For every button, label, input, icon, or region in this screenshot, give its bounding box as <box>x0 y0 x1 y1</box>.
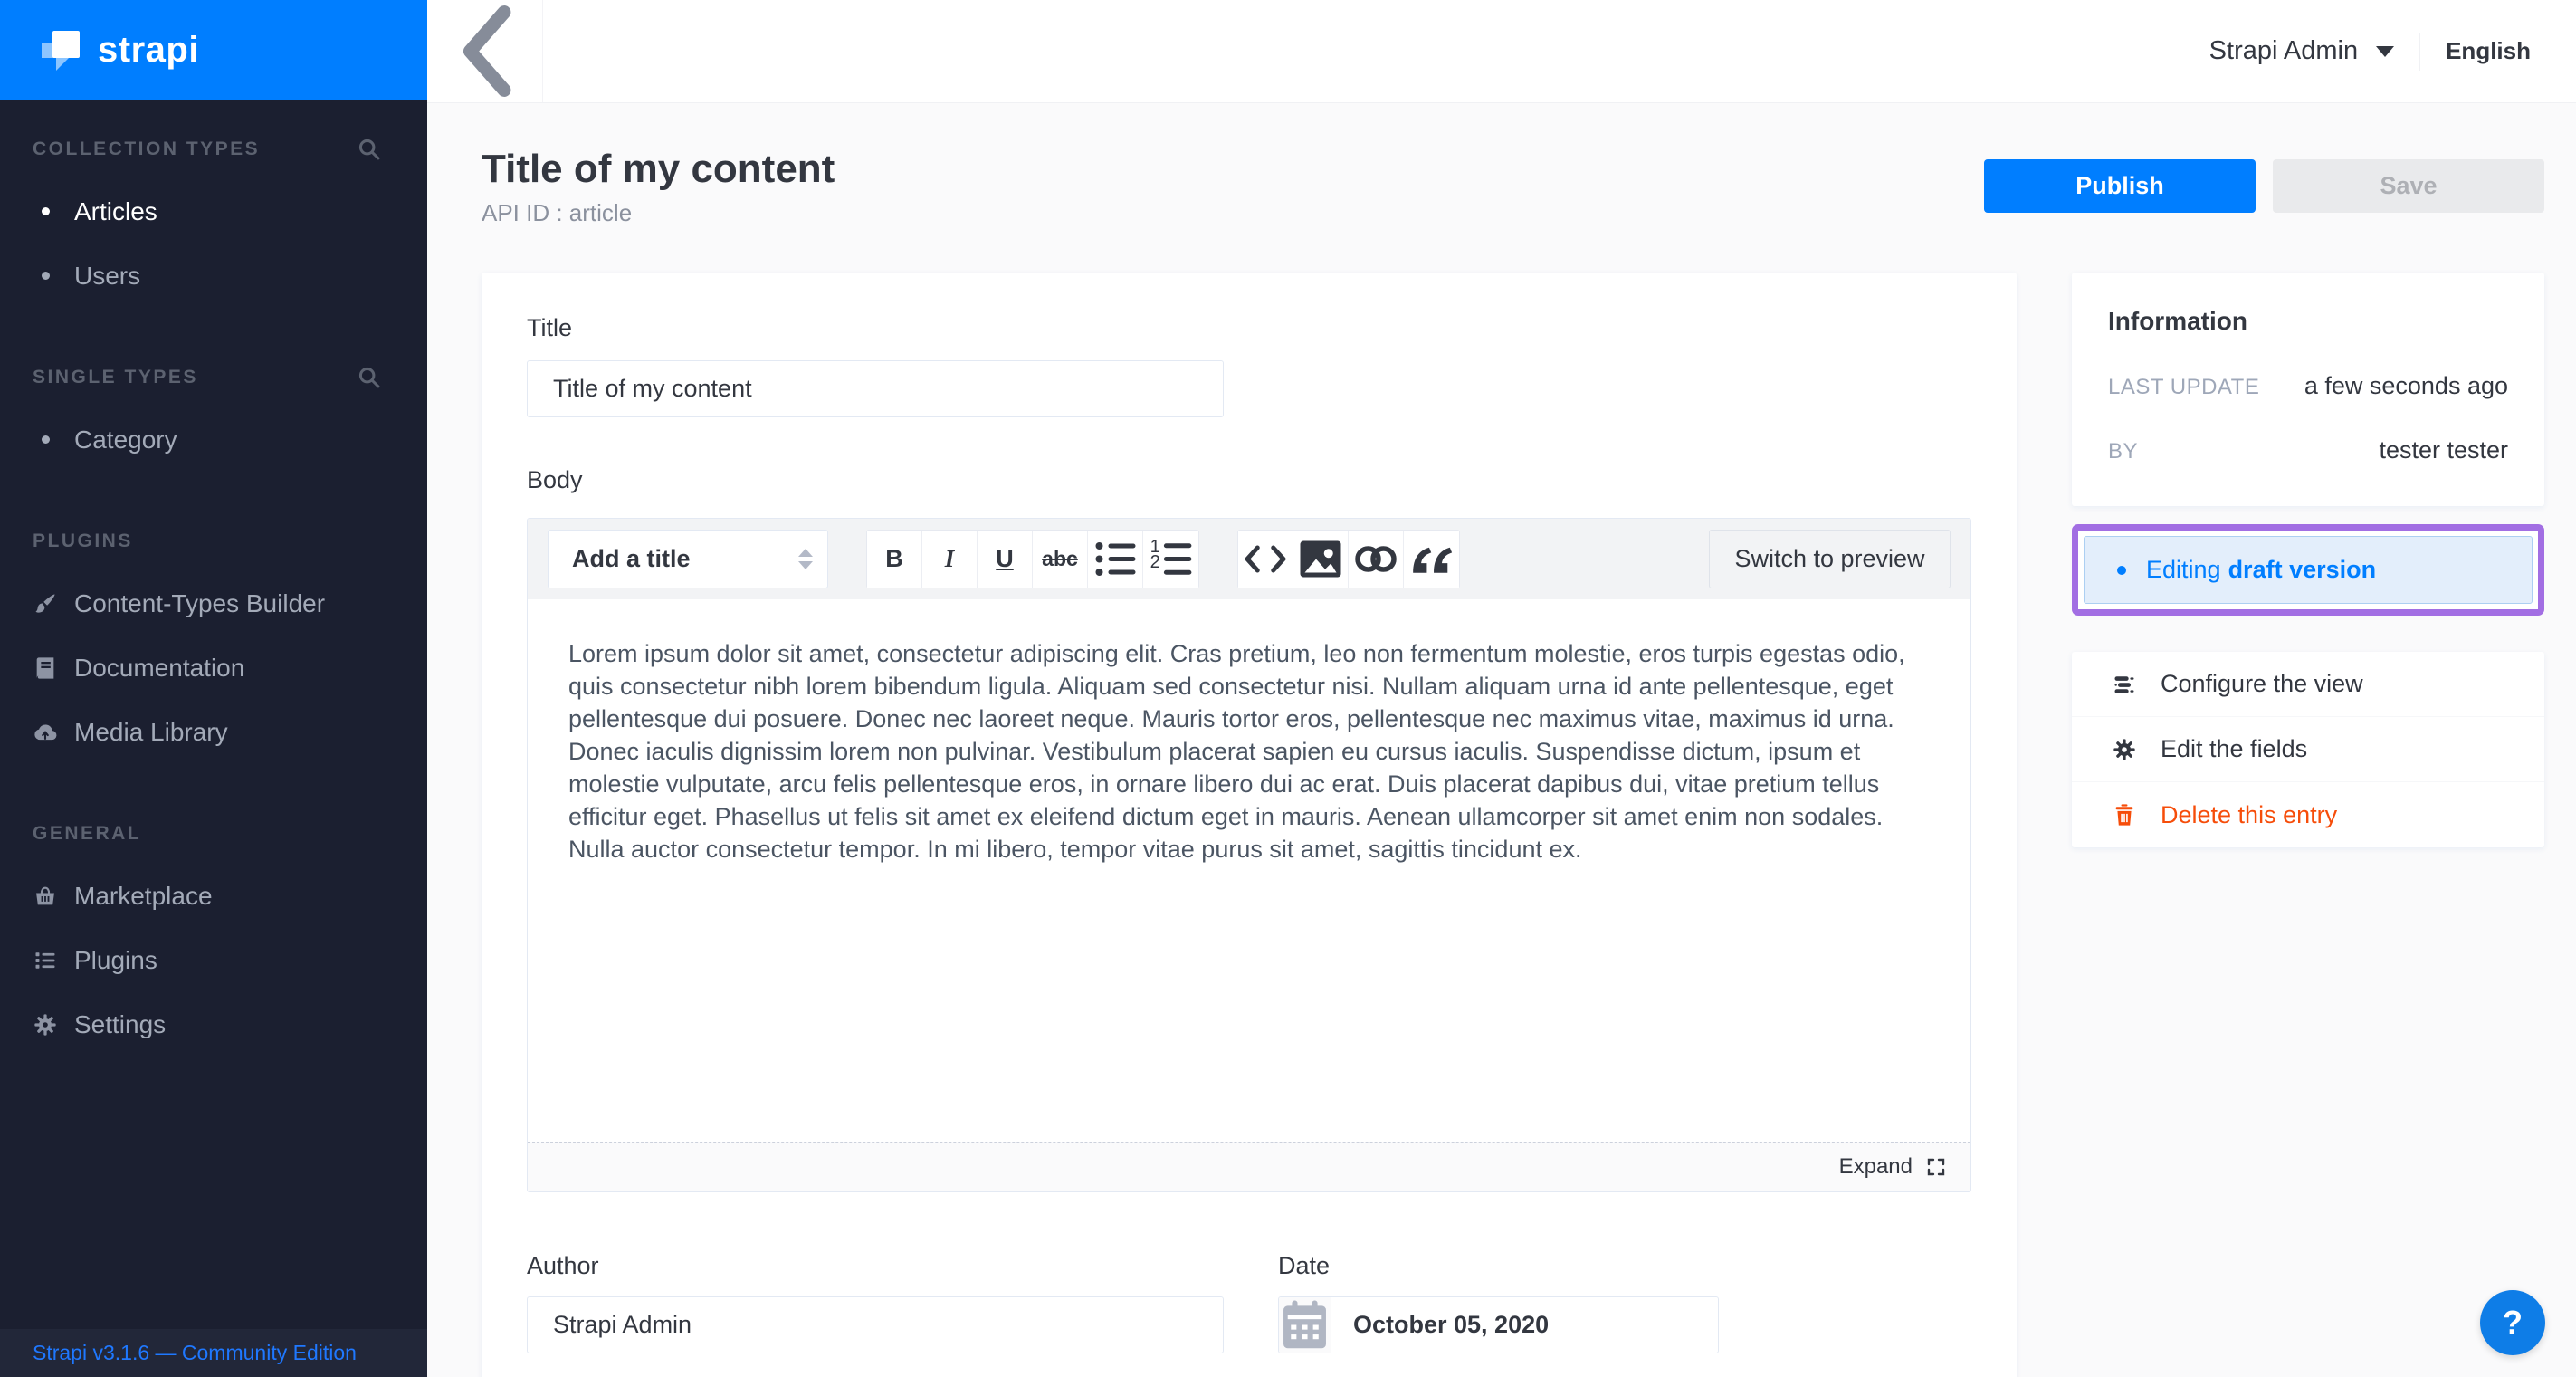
link-icon <box>1349 531 1403 588</box>
link-button[interactable] <box>1349 531 1404 588</box>
sidebar-item-label: Settings <box>74 1009 167 1038</box>
date-value: October 05, 2020 <box>1353 1311 1550 1338</box>
expand-label: Expand <box>1838 1154 1913 1179</box>
strapi-logo[interactable] <box>0 0 427 100</box>
calendar-icon <box>1279 1297 1331 1353</box>
user-menu[interactable] <box>2209 36 2394 66</box>
title-field-label: Title <box>527 314 573 341</box>
expand-icon <box>1925 1156 1947 1178</box>
sidebar-item-category[interactable] <box>0 407 427 472</box>
information-title: Information <box>2108 307 2247 335</box>
information-card <box>2072 273 2544 506</box>
question-mark-icon: ? <box>2503 1304 2523 1341</box>
sidebar-item-label: Documentation <box>74 653 245 682</box>
bullet-list-icon <box>1088 531 1142 588</box>
back-button[interactable] <box>427 0 543 102</box>
section-single-types <box>0 366 427 472</box>
save-button[interactable]: Save <box>2273 159 2544 213</box>
page-subtitle: API ID : article <box>482 199 633 226</box>
delete-entry-link[interactable] <box>2072 782 2544 847</box>
sidebar-item-label: Content-Types Builder <box>74 588 326 617</box>
image-button[interactable] <box>1293 531 1349 588</box>
quote-icon <box>1404 531 1459 588</box>
numbered-list-icon <box>1143 531 1198 588</box>
bullet-icon <box>42 435 50 444</box>
numbered-list-button[interactable] <box>1143 531 1198 588</box>
code-button[interactable] <box>1238 531 1293 588</box>
underline-button[interactable]: U <box>978 531 1033 588</box>
title-input[interactable] <box>527 360 1224 417</box>
sidebar <box>0 0 427 1377</box>
sidebar-item-settings[interactable] <box>0 992 427 1057</box>
section-label: GENERAL <box>33 823 142 844</box>
back-chevron-icon <box>427 0 542 102</box>
heading-select[interactable] <box>548 530 828 588</box>
sidebar-item-documentation[interactable] <box>0 636 427 700</box>
format-button-group <box>866 530 1199 588</box>
sidebar-item-label: Users <box>74 261 141 290</box>
entry-links-card <box>2072 652 2544 847</box>
link-label: Delete this entry <box>2161 800 2338 828</box>
search-icon[interactable] <box>357 137 382 162</box>
section-collection-types <box>0 138 427 308</box>
configure-view-link[interactable] <box>2072 652 2544 717</box>
basket-icon <box>33 884 58 909</box>
gear-icon <box>2112 737 2137 762</box>
select-arrows-icon <box>798 549 813 569</box>
locale-button[interactable]: English <box>2446 37 2531 64</box>
right-panel <box>2072 273 2544 847</box>
link-label: Configure the view <box>2161 670 2363 697</box>
sliders-icon <box>2112 672 2137 697</box>
section-plugins <box>0 530 427 764</box>
draft-dot-icon <box>2117 566 2126 575</box>
sidebar-item-label: Plugins <box>74 945 157 974</box>
bold-button[interactable]: B <box>867 531 922 588</box>
sidebar-nav <box>0 138 427 1129</box>
chevron-down-icon <box>2376 46 2394 57</box>
editor-toolbar <box>528 519 1970 599</box>
strapi-logo-text: strapi <box>98 29 199 70</box>
draft-banner-highlight <box>2072 524 2544 616</box>
section-label: COLLECTION TYPES <box>33 139 261 159</box>
editing-draft-version-banner[interactable] <box>2084 536 2533 604</box>
strapi-logo-icon <box>40 29 81 71</box>
topbar-divider <box>2419 33 2420 71</box>
sidebar-item-media-library[interactable] <box>0 700 427 764</box>
user-menu-label: Strapi Admin <box>2209 36 2359 65</box>
cloud-upload-icon <box>33 720 58 745</box>
by-label: BY <box>2108 439 2139 464</box>
heading-select-value: Add a title <box>572 545 691 572</box>
page-title: Title of my content <box>482 147 835 191</box>
publish-button[interactable]: Publish <box>1984 159 2256 213</box>
list-icon <box>33 948 58 973</box>
sidebar-item-content-types-builder[interactable] <box>0 571 427 636</box>
quote-button[interactable] <box>1404 531 1459 588</box>
sidebar-item-label: Media Library <box>74 717 228 746</box>
by-value: tester tester <box>2379 436 2508 464</box>
content-area <box>427 103 2576 1377</box>
link-label: Edit the fields <box>2161 735 2308 762</box>
svg-text:1: 1 <box>1150 536 1160 557</box>
sidebar-item-plugins[interactable] <box>0 928 427 992</box>
last-update-label: LAST UPDATE <box>2108 375 2260 399</box>
sidebar-item-label: Category <box>74 425 177 454</box>
sidebar-item-label: Articles <box>74 196 157 225</box>
sidebar-item-marketplace[interactable] <box>0 864 427 928</box>
help-button[interactable] <box>2480 1290 2545 1355</box>
code-icon <box>1238 531 1293 588</box>
main-area <box>427 0 2576 1377</box>
section-general <box>0 822 427 1057</box>
version-link[interactable]: Strapi v3.1.6 — Community Edition <box>33 1341 357 1364</box>
topbar <box>427 0 2576 103</box>
date-field-label: Date <box>1278 1252 1331 1279</box>
svg-text:2: 2 <box>1150 552 1160 573</box>
editor-content[interactable] <box>528 599 1970 1142</box>
draft-emphasis: draft version <box>2228 556 2377 583</box>
book-icon <box>33 655 58 681</box>
last-update-row <box>2108 372 2508 400</box>
last-update-value: a few seconds ago <box>2304 372 2508 399</box>
trash-icon <box>2112 802 2137 827</box>
bullet-list-button[interactable] <box>1088 531 1143 588</box>
section-label: SINGLE TYPES <box>33 367 198 387</box>
bullet-icon <box>42 207 50 215</box>
body-text: Lorem ipsum dolor sit amet, consectetur adipiscing elit. Cras pretium, leo non fermentum molestie, eros turpis egestas odio, quis consectetur nibh lorem bibendum ligula. Aliquam sed consectetur nisi. Nullam aliquam urna id ante pellentesque, eget pellentesque dui posuere. Donec nec laoreet neque. Mauris tortor eros, pellentesque nec maximus vitae, maximus id urna. Donec iaculis dignissim lorem non pulvinar. Vestibulum placerat sapien eu cursus iaculis. Suspendisse dictum, ipsum et molestie vulputate, arcu felis pellentesque eros, in ornare libero dui ac erat. Duis placerat dapibus dui, vitae pretium tellus efficitur eget. Phasellus ut felis sit amet ex eleifend dictum eget in mauris. Aenean ullamcorper sit amet enim non sodales. Nulla auctor consectetur tempor. In mi libero, tempor vitae purus sit amet, sagittis tincidunt ex. <box>568 640 1905 863</box>
sidebar-item-articles[interactable] <box>0 179 427 244</box>
section-label: PLUGINS <box>33 531 133 551</box>
sidebar-item-label: Marketplace <box>74 881 213 910</box>
sidebar-item-users[interactable] <box>0 244 427 308</box>
date-input[interactable] <box>1278 1296 1719 1353</box>
body-field-label: Body <box>527 466 583 493</box>
search-icon[interactable] <box>357 365 382 390</box>
gear-icon <box>33 1012 58 1038</box>
author-input[interactable] <box>527 1296 1224 1353</box>
bullet-icon <box>42 272 50 280</box>
edit-fields-link[interactable] <box>2072 717 2544 782</box>
strikethrough-button[interactable]: abc <box>1033 531 1088 588</box>
edit-form-card <box>482 273 2017 1377</box>
by-row <box>2108 436 2508 464</box>
expand-button[interactable] <box>528 1142 1970 1191</box>
switch-to-preview-button[interactable]: Switch to preview <box>1709 530 1951 588</box>
image-icon <box>1293 531 1348 588</box>
rich-text-editor <box>527 518 1971 1192</box>
insert-button-group <box>1237 530 1460 588</box>
author-field-label: Author <box>527 1252 599 1279</box>
sidebar-footer[interactable] <box>0 1329 427 1377</box>
italic-button[interactable]: I <box>922 531 978 588</box>
draft-prefix: Editing <box>2146 556 2221 583</box>
page-header <box>482 145 2544 227</box>
brush-icon <box>33 591 58 617</box>
